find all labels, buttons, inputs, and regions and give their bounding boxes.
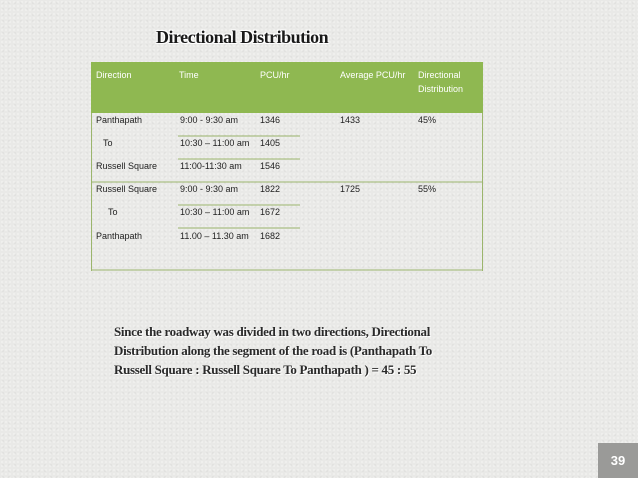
header-time: Time: [179, 70, 199, 80]
group1-row3-time: 11:00-11:30 am: [180, 161, 242, 171]
group2-direction-to: To: [108, 207, 118, 217]
group2-row3-pcu: 1682: [260, 231, 281, 241]
group1-row1-pcu: 1346: [260, 115, 281, 125]
group1-row1-time: 9:00 - 9:30 am: [180, 115, 239, 125]
group1-row2-time: 10:30 – 11:00 am: [180, 138, 250, 148]
group1-direction-from: Panthapath: [96, 115, 143, 125]
conclusion-note: [114, 322, 484, 379]
page-number: 39: [598, 443, 638, 478]
header-pcu: PCU/hr: [260, 70, 290, 80]
note-line: Since the roadway was divided in two directions, Directional: [114, 324, 431, 339]
group1-average: 1433: [340, 115, 361, 125]
group2-row3-time: 11.00 – 11.30 am: [180, 231, 249, 241]
group1-direction-dest: Russell Square: [96, 161, 158, 171]
group2-average: 1725: [340, 184, 361, 194]
header-average-pcu: Average PCU/hr: [340, 70, 406, 80]
traffic-table: [91, 62, 483, 271]
group2-direction-dest: Panthapath: [96, 231, 143, 241]
note-line: Distribution along the segment of the road is (Panthapath To: [114, 343, 432, 358]
group2-row1-time: 9:00 - 9:30 am: [180, 184, 239, 194]
header-distribution: Distribution: [418, 84, 464, 94]
group2-distribution: 55%: [418, 184, 437, 194]
note-line: Russell Square : Russell Square To Panthapath ) = 45 : 55: [114, 362, 417, 377]
group1-direction-to: To: [103, 138, 113, 148]
group1-row2-pcu: 1405: [260, 138, 281, 148]
slide-title: Directional Distribution: [156, 27, 329, 47]
group2-row2-pcu: 1672: [260, 207, 281, 217]
group2-direction-from: Russell Square: [96, 184, 158, 194]
group1-distribution: 45%: [418, 115, 437, 125]
group2-row1-pcu: 1822: [260, 184, 281, 194]
group1-row3-pcu: 1546: [260, 161, 281, 171]
header-directional: Directional: [418, 70, 461, 80]
header-direction: Direction: [96, 70, 132, 80]
group2-row2-time: 10:30 – 11:00 am: [180, 207, 250, 217]
